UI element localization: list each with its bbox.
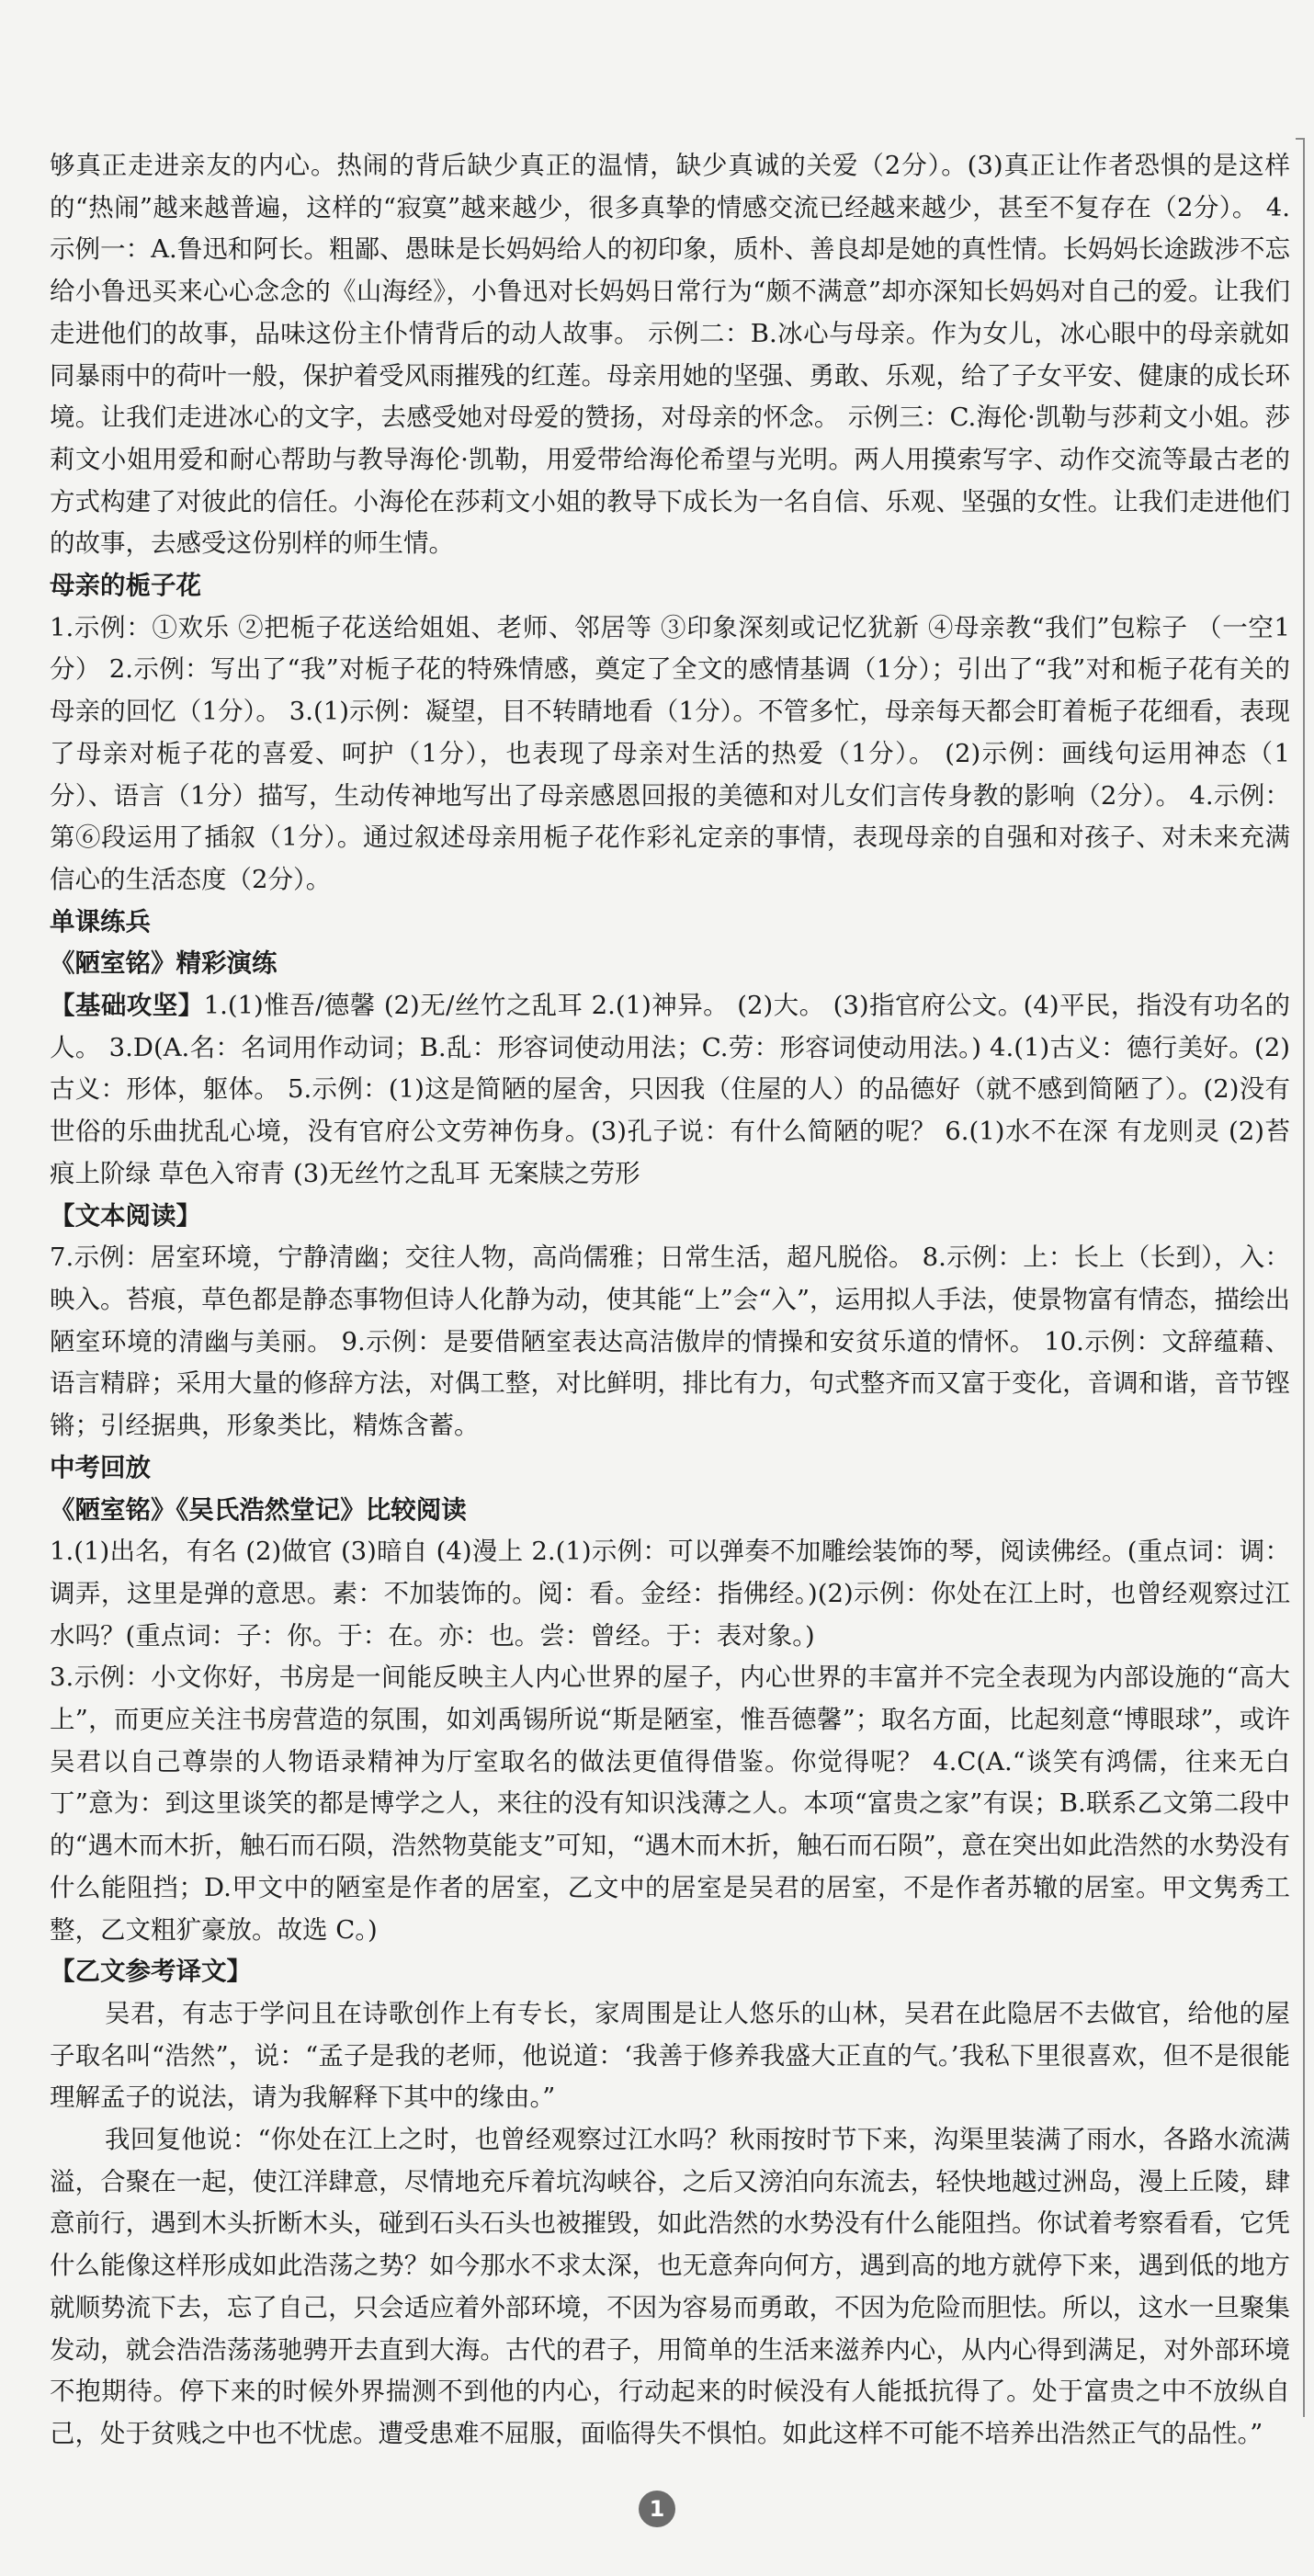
translation-paragraph-2: 我回复他说：“你处在江上之时，也曾经观察过江水吗？秋雨按时节下来，沟渠里装满了雨水，各路水流满溢，合聚在一起，使江洋肆意，尽情地充斥着坑沟峡谷，之后又滂泊向东流去，轻快地越过洲岛，漫上丘陵，肆意前行，遇到木头折断木头，碰到石头石头也被摧毁，如此浩然的水势没有什么能阻挡。你试着考察看看，它凭什么能像这样形成如此浩荡之势？如今那水不求太深，也无意奔向何方，遇到高的地方就停下来，遇到低的地方就顺势流下去，忘了自己，只会适应着外部环境，不因为容易而勇敢，不因为危险而胆怯。所以，这水一旦聚集发动，就会浩浩荡荡驰骋开去直到大海。古代的君子，用简单的生活来滋养内心，从内心得到满足，对外部环境不抱期待。停下来的时候外界揣测不到他的内心，行动起来的时候没有人能抵抗得了。处于富贵之中不放纵自己，处于贫贱之中也不忧虑。遭受患难不屈服，面临得失不惧怕。如此这样不可能不培养出浩然正气的品性。” (50, 2125, 1290, 2448)
answer-column (50, 145, 1290, 2456)
section-heading-gardenia: 母亲的栀子花 (50, 571, 201, 601)
gardenia-answers: 1.示例：①欢乐 ②把栀子花送给姐姐、老师、邻居等 ③印象深刻或记忆犹新 ④母亲教“我们”包粽子 （一空1分） 2.示例：写出了“我”对栀子花的特殊情感，奠定了全文的感情基调（1分）；引出了“我”对和栀子花有关的母亲的回忆（1分）。 3.(1)示例：凝望，目不转睛地看（1分）。不管多忙，母亲每天都会盯着栀子花细看，表现了母亲对栀子花的喜爱、呵护（1分），也表现了母亲对生活的热爱（1分）。 (2)示例：画线句运用神态（1分）、语言（1分）描写，生动传神地写出了母亲感恩回报的美德和对儿女们言传身教的影响（2分）。 4.示例：第⑥段运用了插叙（1分）。通过叙述母亲用栀子花作彩礼定亲的事情，表现母亲的自强和对孩子、对未来充满信心的生活态度（2分）。 (50, 612, 1290, 894)
margin-rule-tick (1296, 138, 1305, 140)
section-heading-exam-review: 中考回放 (50, 1452, 151, 1482)
subsection-title-comparison: 《陋室铭》《吴氏浩然堂记》比较阅读 (50, 1494, 467, 1525)
basic-text: 1.(1)惟吾/德馨 (2)无/丝竹之乱耳 2.(1)神异。 (2)大。 (3)指官府公文。(4)平民，指没有功名的人。 3.D(A.名：名词用作动词；B.乱：形容词使动用法；C.劳：形容词使动用法。) 4.(1)古义：德行美好。(2)古义：形体，躯体。 5.示例：(1)这是简陋的屋舍，只因我（住屋的人）的品德好（就不感到简陋了）。(2)没有世俗的乐曲扰乱心境，没有官府公文劳神伤身。(3)孔子说：有什么简陋的呢？ 6.(1)水不在深 有龙则灵 (2)苔痕上阶绿 草色入帘青 (3)无丝竹之乱耳 无案牍之劳形 (50, 991, 1290, 1188)
basic-answers (50, 985, 1290, 1196)
translation-tag: 【乙文参考译文】 (50, 1957, 252, 1987)
translation-paragraph-1: 吴君，有志于学问且在诗歌创作上有专长，家周围是让人悠乐的山林，吴君在此隐居不去做官，给他的屋子取名叫“浩然”，说：“孟子是我的老师，他说道：‘我善于修养我盛大正直的气。’我私下里很喜欢，但不是很能理解孟子的说法，请为我解释下其中的缘由。” (50, 1998, 1290, 2113)
translation-label (50, 1951, 1290, 1993)
comparison-answers-1-2: 1.(1)出名，有名 (2)做官 (3)暗自 (4)漫上 2.(1)示例：可以弹奏不加雕绘装饰的琴，阅读佛经。(重点词：调：调弄，这里是弹的意思。素：不加装饰的。阅：看。金经：指佛经。)(2)示例：你处在江上时，也曾经观察过江水吗？(重点词：子：你。于：在。亦：也。尝：曾经。于：表对象。) (50, 1537, 1290, 1651)
subsection-title-loushiming: 《陋室铭》精彩演练 (50, 948, 278, 979)
comparison-answers-3-4: 3.示例：小文你好，书房是一间能反映主人内心世界的屋子，内心世界的丰富并不完全表现为内部设施的“高大上”，而更应关注书房营造的氛围，如刘禹锡所说“斯是陋室，惟吾德馨”；取名方面，比起刻意“博眼球”，或许吴君以自己尊崇的人物语录精神为厅室取名的做法更值得借鉴。你觉得呢？ 4.C(A.“谈笑有鸿儒，往来无白丁”意为：到这里谈笑的都是博学之人，来往的没有知识浅薄之人。本项“富贵之家”有误；B.联系乙文第二段中的“遇木而木折，触石而石陨，浩然物莫能支”可知，“遇木而木折，触石而石陨”，意在突出如此浩然的水势没有什么能阻挡；D.甲文中的陋室是作者的居室，乙文中的居室是吴君的居室，不是作者苏辙的居室。甲文隽秀工整，乙文粗犷豪放。故选 C。) (50, 1662, 1290, 1945)
text-reading-tag: 【文本阅读】 (50, 1200, 201, 1231)
continued-answer-paragraph: 够真正走进亲友的内心。热闹的背后缺少真正的温情，缺少真诚的关爱（2分）。(3)真正让作者恐惧的是这样的“热闹”越来越普遍，这样的“寂寞”越来越少，很多真挚的情感交流已经越来越少，甚至不复存在（2分）。 4.示例一：A.鲁迅和阿长。粗鄙、愚昧是长妈妈给人的初印象，质朴、善良却是她的真性情。长妈妈长途跋涉不忘给小鲁迅买来心心念念的《山海经》，小鲁迅对长妈妈日常行为“颇不满意”却亦深知长妈妈对自己的爱。让我们走进他们的故事，品味这份主仆情背后的动人故事。 示例二：B.冰心与母亲。作为女儿，冰心眼中的母亲就如同暴雨中的荷叶一般，保护着受风雨摧残的红莲。母亲用她的坚强、勇敢、乐观，给了子女平安、健康的成长环境。让我们走进冰心的文字，去感受她对母爱的赞扬，对母亲的怀念。 示例三：C.海伦·凯勒与莎莉文小姐。莎莉文小姐用爱和耐心帮助与教导海伦·凯勒，用爱带给海伦希望与光明。两人用摸索写字、动作交流等最古老的方式构建了对彼此的信任。小海伦在莎莉文小姐的教导下成长为一名自信、乐观、坚强的女性。让我们走进他们的故事，去感受这份别样的师生情。 (50, 151, 1290, 559)
section-heading-unit-practice: 单课练兵 (50, 906, 151, 936)
margin-rule (1303, 138, 1305, 2417)
text-reading-label (50, 1196, 1290, 1238)
text-reading-answers: 7.示例：居室环境，宁静清幽；交往人物，高尚儒雅；日常生活，超凡脱俗。 8.示例：上：长上（长到），入：映入。苔痕，草色都是静态事物但诗人化静为动，使其能“上”会“入”，运用拟人手法，使景物富有情态，描绘出陋室环境的清幽与美丽。 9.示例：是要借陋室表达高洁傲岸的情操和安贫乐道的情怀。 10.示例：文辞蕴藉、语言精辟；采用大量的修辞方法，对偶工整，对比鲜明，排比有力，句式整齐而又富于变化，音调和谐，音节铿锵；引经据典，形象类比，精炼含蓄。 (50, 1243, 1290, 1441)
page-number-badge: 1 (639, 2491, 675, 2527)
basic-tag: 【基础攻坚】 (50, 991, 204, 1021)
